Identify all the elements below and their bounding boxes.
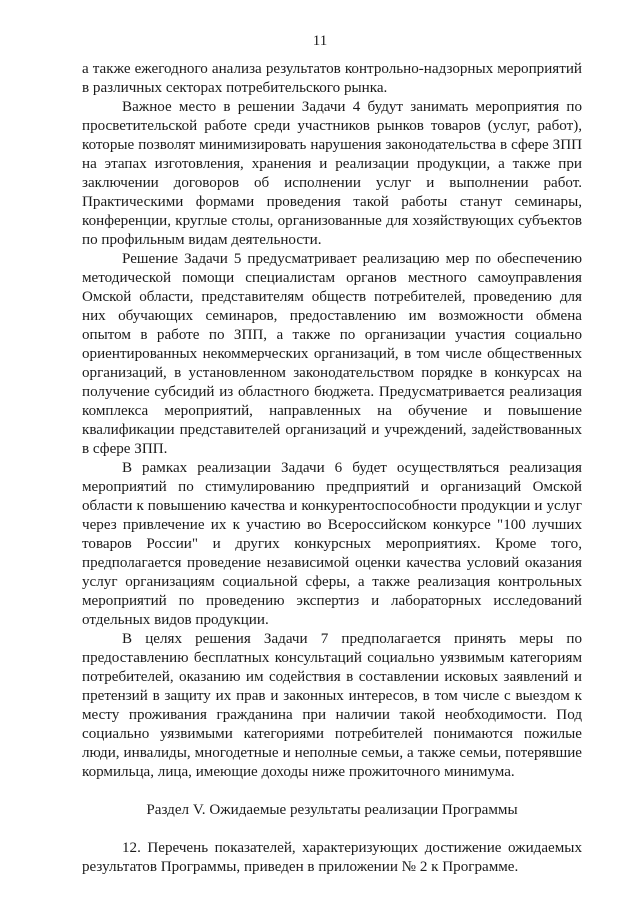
paragraph-item-12: 12. Перечень показателей, характеризующих достижение ожидаемых результатов Программы, приведен в приложении № 2 к Программе. xyxy=(82,840,582,875)
paragraph-task-7: В целях решения Задачи 7 предполагается принять меры по предоставлению бесплатных консультаций социально уязвимым категориям потребителей, оказанию им содействия в составлении исковых заявлений и претензий в защиту их прав и законных интересов, в том числе с выездом к месту проживания гражданина при наличии такой необходимости. Под социально уязвимыми категориями потребителей понимаются пожилые люди, инвалиды, многодетные и неполные семьи, а также семьи, потерявшие кормильца, лица, имеющие доходы ниже прожиточного минимума. xyxy=(82,631,582,780)
paragraph-task-5: Решение Задачи 5 предусматривает реализацию мер по обеспечению методической помощи специалистам органов местного самоуправления Омской области, представителям обществ потребителей, проведению для них обучающих семинаров, предоставлению им возможности обмена опытом в работе по ЗПП, а также по организации участия социально ориентированных некоммерческих организаций, в том числе общественных организаций, в установленном законодательством порядке в конкурсах на получение субсидий из областного бюджета. Предусматривается реализация комплекса мероприятий, направленных на обучение и повышение квалификации представителей организаций и учреждений, задействованных в сфере ЗПП. xyxy=(82,251,582,457)
paragraph-continuation: а также ежегодного анализа результатов контрольно-надзорных мероприятий в различных секторах потребительского рынка. xyxy=(82,61,582,96)
paragraph-task-6: В рамках реализации Задачи 6 будет осуществляться реализация мероприятий по стимулированию предприятий и организаций Омской области к повышению качества и конкурентоспособности продукции и услуг через привлечение их к участию во Всероссийском конкурсе "100 лучших товаров России" и других конкурсных мероприятиях. Кроме того, предполагается проведение независимой оценки качества условий оказания услуг организациям социальной сферы, а также реализация контрольных мероприятий по проведению экспертиз и лабораторных исследований отдельных видов продукции. xyxy=(82,460,582,628)
document-body xyxy=(82,60,582,877)
section-heading: Раздел V. Ожидаемые результаты реализации Программы xyxy=(146,802,518,818)
spacer xyxy=(82,820,582,839)
paragraph-task-4: Важное место в решении Задачи 4 будут занимать мероприятия по просветительской работе среди участников рынков товаров (услуг, работ), которые позволят минимизировать нарушения законодательства в сфере ЗПП на этапах изготовления, хранения и реализации продукции, а также при заключении договоров об исполнении услуг и выполнении работ. Практическими формами проведения такой работы станут семинары, конференции, круглые столы, организованные для хозяйствующих субъектов по профильным видам деятельности. xyxy=(82,99,582,248)
page-number: 11 xyxy=(312,33,328,49)
